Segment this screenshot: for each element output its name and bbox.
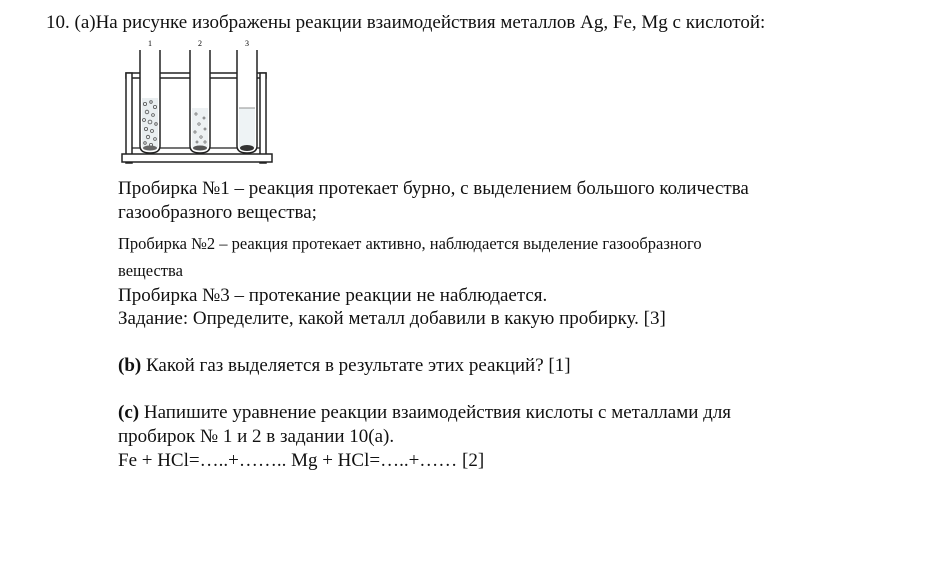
part-c-text-line2: пробирок № 1 и 2 в задании 10(а).: [118, 426, 395, 447]
task-a-text: Задание: Определите, какой металл добавили в какую пробирку. [3]: [118, 308, 666, 329]
tube2-description-line1: Пробирка №2 – реакция протекает активно, наблюдается выделение газообразного: [118, 234, 702, 253]
part-b-text: Какой газ выделяется в результате этих реакций? [1]: [141, 355, 571, 376]
rack-left-post: [126, 73, 132, 163]
tube1-description-line2: газообразного вещества;: [118, 202, 317, 223]
test-tubes-figure: [120, 36, 280, 170]
rack-base: [122, 154, 272, 162]
test-tube-1: [140, 50, 160, 153]
tube-label-1: 1: [148, 39, 152, 48]
part-b: [118, 354, 571, 378]
test-tube-3: [237, 50, 257, 153]
part-b-label: (b): [118, 355, 142, 376]
equations-line: Fe + HCl=…..+…….. Mg + HCl=…..+…… [2]: [118, 450, 485, 471]
tube2-description-line2: вещества: [118, 261, 183, 280]
tube-label-3: 3: [245, 39, 249, 48]
test-tube-2: [190, 50, 210, 153]
tube-label-2: 2: [198, 39, 202, 48]
rack-right-post: [260, 73, 266, 163]
part-c-text-line1: Напишите уравнение реакции взаимодействия кислоты с металлами для: [139, 402, 732, 423]
part-c-label: (c): [118, 402, 140, 423]
tube3-description: Пробирка №3 – протекание реакции не наблюдается.: [118, 285, 548, 306]
question-heading: 10. (a)На рисунке изображены реакции взаимодействия металлов Ag, Fe, Mg с кислотой:: [46, 12, 766, 33]
part-c-line1: [118, 401, 731, 425]
tube1-description-line1: Пробирка №1 – реакция протекает бурно, с выделением большого количества: [118, 178, 749, 199]
